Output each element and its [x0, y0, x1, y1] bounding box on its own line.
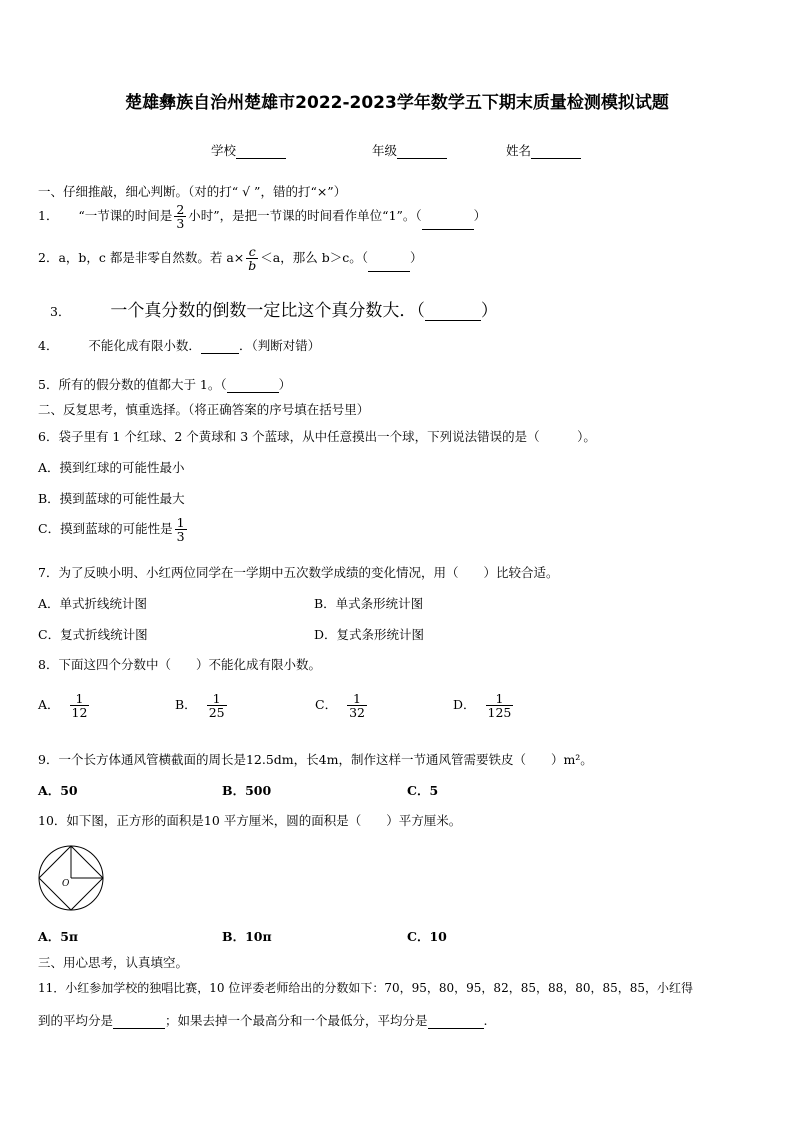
- q2-answer-blank[interactable]: [368, 271, 410, 272]
- question-11-line1: 11．小红参加学校的独唱比赛，10 位评委老师给出的分数如下：70，95，80，95，82，85，88，80，85，85，小红得: [38, 981, 694, 995]
- q1-number: 1．: [38, 208, 59, 224]
- name-field: [506, 141, 581, 159]
- q6-option-b[interactable]: B．摸到蓝球的可能性最大: [38, 491, 185, 506]
- q3-text: 一个真分数的倒数一定比这个真分数大．（: [110, 301, 425, 321]
- circle-square-diagram: [36, 843, 106, 913]
- question-10: 10．如下图，正方形的面积是10 平方厘米，圆的面积是（ ）平方厘米。: [38, 813, 462, 828]
- q1-text-a: “一节课的时间是: [78, 208, 173, 224]
- school-blank[interactable]: [236, 158, 286, 159]
- q6-option-c-fraction: $\frac{1}{3}$: [176, 515, 185, 545]
- question-9: 9．一个长方体通风管横截面的周长是12.5dm，长4m，制作这样一节通风管需要铁皮（ ）m²。: [38, 752, 593, 767]
- question-2: 2．a，b，c 都是非零自然数。若 a× $\frac{c}{b}$ ＜a，那么 b＞c。（ ）: [38, 244, 423, 274]
- q4-text: 不能化成有限小数．: [88, 338, 201, 353]
- section-3-heading: 三、用心思考，认真填空。: [38, 955, 189, 970]
- q7-option-d[interactable]: D．复式条形统计图: [314, 627, 425, 642]
- question-4: 4． 不能化成有限小数． ．（判断对错）: [38, 338, 321, 353]
- question-6: 6．袋子里有 1 个红球、2 个黄球和 3 个蓝球，从中任意摸出一个球，下列说法错误的是（ ）。: [38, 429, 596, 444]
- q7-option-b[interactable]: B．单式条形统计图: [314, 596, 424, 611]
- q10-option-c[interactable]: C．10: [407, 929, 447, 944]
- q10-option-a[interactable]: A．5π: [38, 929, 79, 944]
- q3-number: 3．: [50, 304, 71, 319]
- q9-option-b[interactable]: B．500: [222, 783, 272, 798]
- name-blank[interactable]: [531, 158, 581, 159]
- q1-text-b: 小时”，是把一节课的时间看作单位“1”。（: [188, 208, 422, 224]
- q2-text-a: 2．a，b，c 都是非零自然数。若 a×: [38, 250, 245, 266]
- q8-option-d[interactable]: D． $\frac{1}{125}$: [453, 691, 512, 721]
- q8-option-a[interactable]: A． $\frac{1}{12}$: [38, 691, 88, 721]
- q8-option-c[interactable]: C． $\frac{1}{32}$: [315, 691, 365, 721]
- q1-answer-blank[interactable]: [422, 229, 474, 230]
- page-title: 楚雄彝族自治州楚雄市2022-2023学年数学五下期末质量检测模拟试题: [125, 93, 669, 113]
- q7-option-c[interactable]: C．复式折线统计图: [38, 627, 148, 642]
- q4-number: 4．: [38, 338, 59, 353]
- q6-option-c[interactable]: C．摸到蓝球的可能性是 $\frac{1}{3}$: [38, 515, 185, 545]
- name-label: 姓名: [506, 143, 532, 158]
- q10-option-b[interactable]: B．10π: [222, 929, 272, 944]
- school-field: [211, 141, 286, 159]
- q2-fraction: $\frac{c}{b}$: [248, 244, 257, 274]
- school-label: 学校: [211, 143, 237, 158]
- question-3: 3． 一个真分数的倒数一定比这个真分数大．（ ）: [50, 301, 498, 321]
- q11-blank-2[interactable]: [428, 1028, 484, 1029]
- section-1-heading: 一、仔细推敲，细心判断。（对的打“ √ ”，错的打“×”）: [38, 184, 347, 199]
- grade-field: [372, 141, 447, 159]
- q9-option-a[interactable]: A．50: [38, 783, 78, 798]
- q7-option-a[interactable]: A．单式折线统计图: [38, 596, 148, 611]
- q1-fraction: $\frac{2}{3}$: [176, 202, 185, 232]
- question-11-line2: 到的平均分是 ；如果去掉一个最高分和一个最低分，平均分是 .: [38, 1013, 488, 1028]
- grade-label: 年级: [372, 143, 398, 158]
- q4-answer-blank[interactable]: [201, 353, 239, 354]
- center-label: O: [62, 879, 70, 889]
- q6-option-a[interactable]: A．摸到红球的可能性最小: [38, 460, 185, 475]
- question-7: 7．为了反映小明、小红两位同学在一学期中五次数学成绩的变化情况，用（ ）比较合适。: [38, 565, 559, 580]
- section-2-heading: 二、反复思考，慎重选择。（将正确答案的序号填在括号里）: [38, 402, 370, 417]
- q5-answer-blank[interactable]: [227, 392, 279, 393]
- q9-option-c[interactable]: C．5: [407, 783, 439, 798]
- q11-blank-1[interactable]: [113, 1028, 165, 1029]
- q3-answer-blank[interactable]: [425, 320, 481, 321]
- q8-option-b[interactable]: B． $\frac{1}{25}$: [175, 691, 225, 721]
- question-8: 8．下面这四个分数中（ ）不能化成有限小数。: [38, 657, 321, 672]
- question-5: 5．所有的假分数的值都大于 1。（ ）: [38, 377, 292, 392]
- q5-text: 5．所有的假分数的值都大于 1。（: [38, 377, 227, 392]
- q2-text-b: ＜a，那么 b＞c。（: [260, 250, 368, 266]
- grade-blank[interactable]: [397, 158, 447, 159]
- question-1: 1． “一节课的时间是 $\frac{2}{3}$ 小时”，是把一节课的时间看作单位“1”。（ ）: [38, 202, 487, 232]
